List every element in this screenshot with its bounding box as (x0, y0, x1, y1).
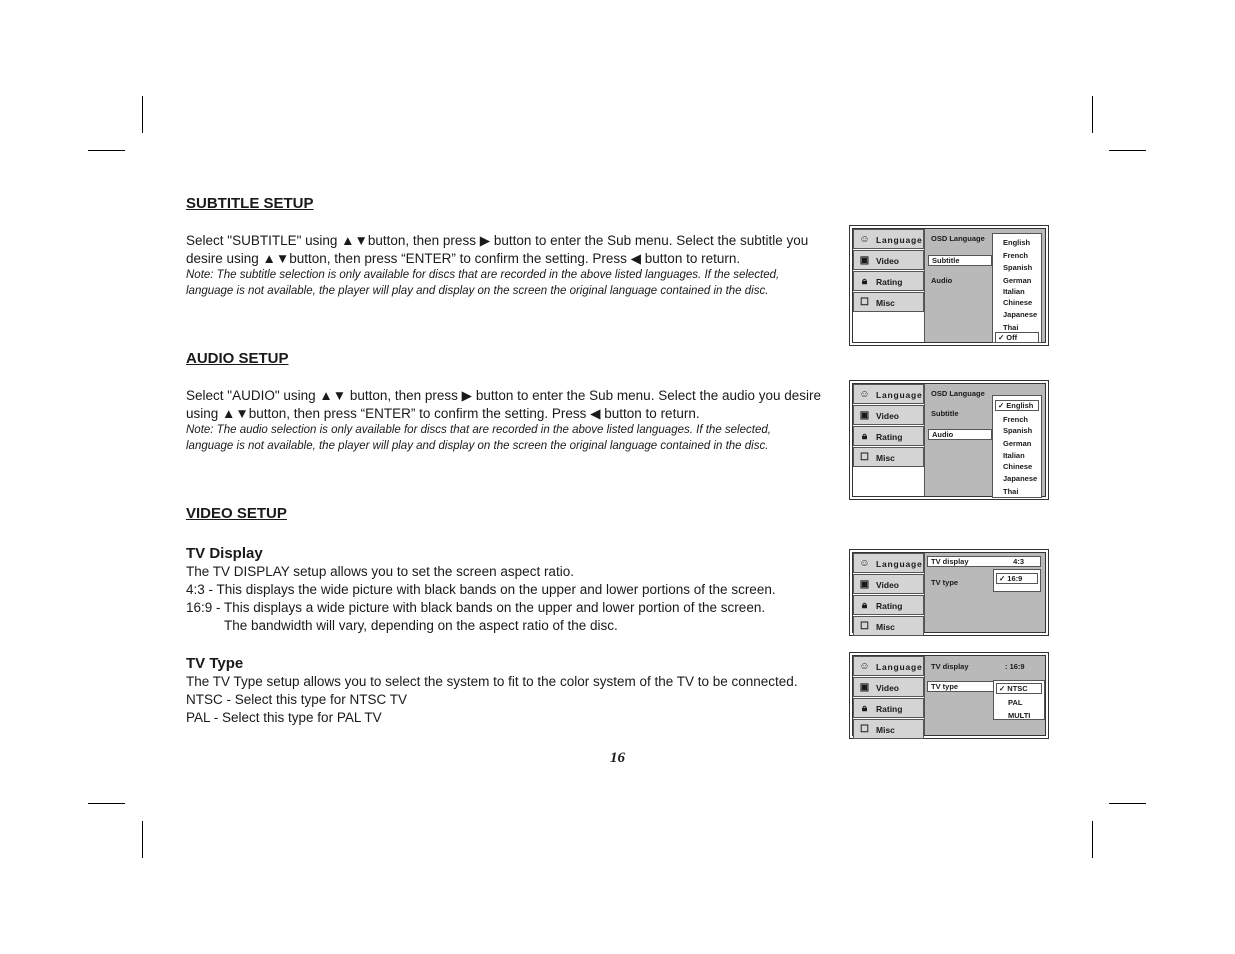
check-icon: ✓ (998, 333, 1005, 342)
option-tv-type: TV type (927, 681, 995, 692)
tv-type-line-1: The TV Type setup allows you to select the system to fit to the color system of the TV to be connected. (186, 674, 798, 689)
submenu-option: Italian (1003, 451, 1025, 460)
tv-display-value: 4:3 (1013, 557, 1024, 566)
tv-type-heading: TV Type (186, 655, 244, 672)
language-icon: ☺ (859, 558, 870, 569)
speech-bubble-icon: ☐ (860, 452, 869, 463)
menu-item-video: ▣ Video (853, 405, 924, 425)
option-subtitle: Subtitle (931, 409, 959, 418)
tv-display-line-4: The bandwidth will vary, depending on the aspect ratio of the disc. (224, 618, 618, 633)
subtitle-note-line-2: language is not available, the player will play and display on the screen the original language contained in the disc. (186, 285, 769, 297)
speech-bubble-icon: ☐ (860, 621, 869, 632)
audio-setup-heading: AUDIO SETUP (186, 350, 289, 367)
submenu-option: German (1003, 439, 1032, 448)
subtitle-submenu (992, 233, 1042, 343)
menu-item-language: ☺ Language (853, 229, 924, 249)
submenu-option: Japanese (1003, 474, 1038, 483)
osd-menu-tv-type (849, 652, 1049, 739)
submenu-option: MULTI (1008, 711, 1031, 720)
check-icon: ✓ (998, 401, 1005, 410)
submenu-option: English (1003, 238, 1031, 247)
menu-item-misc: ☐ Misc (853, 616, 924, 636)
submenu-option: Italian (1003, 287, 1025, 296)
submenu-option: Japanese (1003, 310, 1038, 319)
subtitle-instructions-line-2: desire using ▲▼button, then press “ENTER” to confirm the setting. Press ◀ button to return. (186, 251, 741, 266)
audio-submenu (992, 395, 1042, 498)
menu-options-pane (924, 553, 1045, 632)
option-audio: Audio (931, 276, 953, 285)
audio-note-line-2: language is not available, the player will play and display on the screen the original language contained in the disc. (186, 440, 769, 452)
tv-type-line-2: NTSC - Select this type for NTSC TV (186, 692, 408, 707)
tv-type-line-3: PAL - Select this type for PAL TV (186, 710, 382, 725)
crop-mark (1092, 821, 1093, 858)
submenu-option: Spanish (1003, 426, 1033, 435)
tv-icon: ▣ (859, 410, 870, 421)
submenu-option-selected: ✓ Off (995, 332, 1039, 343)
lock-icon: 🔒︎ (861, 703, 868, 714)
page-number: 16 (610, 750, 625, 766)
submenu-option: French (1003, 251, 1029, 260)
menu-options-pane (924, 229, 1045, 342)
tv-display-line-2: 4:3 - This displays the wide picture with black bands on the upper and lower portions of the screen. (186, 582, 776, 597)
menu-item-misc: ☐ Misc (853, 447, 924, 467)
option-osd-language: OSD Language (931, 389, 985, 398)
submenu-option-selected: ✓ English (995, 400, 1039, 411)
menu-item-rating: 🔒︎ Rating (853, 426, 924, 446)
tv-display-line-3: 16:9 - This displays a wide picture with black bands on the upper and lower portion of the screen. (186, 600, 766, 615)
submenu-option: Spanish (1003, 263, 1033, 272)
menu-item-language: ☺ Language (853, 384, 924, 404)
option-tv-display: TV display 4:3 (927, 556, 1041, 567)
tv-display-line-1: The TV DISPLAY setup allows you to set the screen aspect ratio. (186, 564, 574, 579)
submenu-option: French (1003, 415, 1029, 424)
crop-mark (142, 96, 143, 133)
submenu-option: Thai (1003, 487, 1019, 496)
submenu-option: Chinese (1003, 298, 1033, 307)
submenu-option: PAL (1008, 698, 1023, 707)
submenu-option: Thai (1003, 323, 1019, 332)
video-setup-heading: VIDEO SETUP (186, 505, 287, 522)
menu-item-language: ☺ Language (853, 656, 924, 676)
option-tv-display: TV display : 16:9 (931, 662, 1025, 671)
crop-mark (88, 150, 125, 151)
audio-instructions-line-1: Select "AUDIO" using ▲▼ button, then press ▶ button to enter the Sub menu. Select the audio you desire (186, 388, 822, 403)
check-icon: ✓ (999, 684, 1006, 693)
osd-menu-subtitle (849, 225, 1049, 346)
lock-icon: 🔒︎ (861, 431, 868, 442)
speech-bubble-icon: ☐ (860, 297, 869, 308)
option-osd-language: OSD Language (931, 234, 985, 243)
crop-mark (1109, 803, 1146, 804)
menu-item-misc: ☐ Misc (853, 292, 924, 312)
subtitle-setup-heading: SUBTITLE SETUP (186, 195, 314, 212)
submenu-option: German (1003, 276, 1032, 285)
audio-note-line-1: Note: The audio selection is only available for discs that are recorded in the above listed languages. If the selected, (186, 424, 771, 436)
tv-display-submenu (993, 569, 1041, 592)
osd-menu-tv-display (849, 549, 1049, 636)
check-icon: ✓ (999, 574, 1006, 583)
menu-options-pane (924, 656, 1045, 735)
submenu-option-selected: ✓ NTSC (996, 683, 1042, 694)
crop-mark (1109, 150, 1146, 151)
submenu-option: Chinese (1003, 462, 1033, 471)
menu-item-language: ☺ Language (853, 553, 924, 573)
option-tv-type: TV type (931, 578, 959, 587)
tv-display-value: : 16:9 (1005, 662, 1025, 671)
subtitle-instructions-line-1: Select "SUBTITLE" using ▲▼button, then press ▶ button to enter the Sub menu. Select the subtitle you (186, 233, 809, 248)
language-icon: ☺ (859, 661, 870, 672)
tv-icon: ▣ (859, 579, 870, 590)
tv-display-heading: TV Display (186, 545, 263, 562)
menu-item-video: ▣ Video (853, 574, 924, 594)
language-icon: ☺ (859, 234, 870, 245)
menu-item-rating: 🔒︎ Rating (853, 698, 924, 718)
lock-icon: 🔒︎ (861, 276, 868, 287)
tv-icon: ▣ (859, 255, 870, 266)
menu-item-misc: ☐ Misc (853, 719, 924, 739)
osd-menu-audio (849, 380, 1049, 500)
tv-type-submenu (993, 680, 1045, 720)
lock-icon: 🔒︎ (861, 600, 868, 611)
crop-mark (1092, 96, 1093, 133)
subtitle-note-line-1: Note: The subtitle selection is only available for discs that are recorded in the above listed languages. If the selected, (186, 269, 780, 281)
audio-instructions-line-2: using ▲▼button, then press “ENTER” to confirm the setting. Press ◀ button to return. (186, 406, 700, 421)
menu-item-video: ▣ Video (853, 677, 924, 697)
menu-item-video: ▣ Video (853, 250, 924, 270)
menu-item-rating: 🔒︎ Rating (853, 271, 924, 291)
submenu-option-selected: ✓ 16:9 (996, 573, 1038, 584)
crop-mark (142, 821, 143, 858)
language-icon: ☺ (859, 389, 870, 400)
tv-icon: ▣ (859, 682, 870, 693)
menu-options-pane (924, 384, 1045, 496)
speech-bubble-icon: ☐ (860, 724, 869, 735)
option-audio: Audio (928, 429, 992, 440)
option-subtitle: Subtitle (928, 255, 992, 266)
menu-item-rating: 🔒︎ Rating (853, 595, 924, 615)
crop-mark (88, 803, 125, 804)
